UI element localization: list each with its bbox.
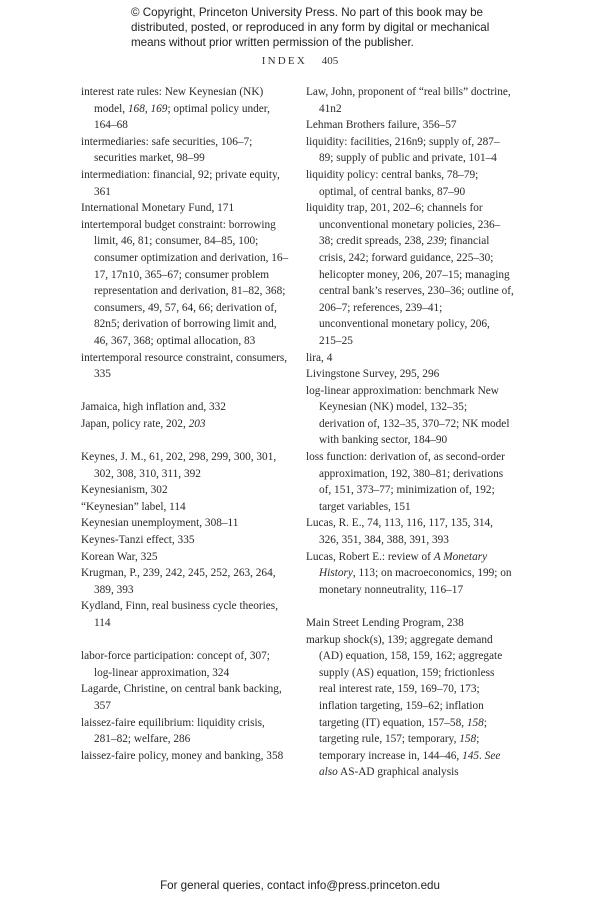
index-entry: liquidity: facilities, 216n9; supply of, 287–89; supply of public and private, 101–4 bbox=[306, 135, 500, 165]
page-number: 405 bbox=[321, 55, 339, 67]
index-entry: interest rate rules: New Keynesian (NK) model, 168, 169; optimal policy under, 164–68 bbox=[81, 86, 270, 132]
index-entry: Japan, policy rate, 202, 203 bbox=[81, 417, 206, 430]
index-column-right bbox=[306, 84, 514, 781]
index-entry: Lucas, R. E., 74, 113, 116, 117, 135, 314, 326, 351, 384, 388, 391, 393 bbox=[306, 517, 494, 547]
index-entry: International Monetary Fund, 171 bbox=[81, 202, 235, 215]
index-entry: Kydland, Finn, real business cycle theories, 114 bbox=[81, 600, 279, 629]
index-column-left bbox=[81, 84, 289, 764]
index-entry: Keynes, J. M., 61, 202, 298, 299, 300, 301, 302, 308, 310, 311, 392 bbox=[81, 451, 277, 480]
index-entry: laissez-faire policy, money and banking, 358 bbox=[81, 749, 284, 762]
index-entry: liquidity policy: central banks, 78–79; optimal, of central banks, 87–90 bbox=[306, 168, 479, 198]
index-entry: “Keynesian” label, 114 bbox=[81, 500, 186, 513]
index-entry: Keynes-Tanzi effect, 335 bbox=[81, 534, 195, 547]
index-entry: labor-force participation: concept of, 307; log-linear approximation, 324 bbox=[81, 650, 270, 679]
index-entry: Keynesian unemployment, 308–11 bbox=[81, 517, 239, 530]
index-entry: intermediation: financial, 92; private equity, 361 bbox=[81, 168, 280, 198]
index-entry: log-linear approximation: benchmark New Keynesian (NK) model, 132–35; derivation of, 132–35, 370–72; NK model with banking sector, 184–90 bbox=[306, 384, 510, 447]
index-entry: loss function: derivation of, as second-order approximation, 192, 380–81; derivations of, 151, 373–77; minimization of, 192; target variables, 151 bbox=[306, 451, 505, 513]
index-entry: Lehman Brothers failure, 356–57 bbox=[306, 119, 457, 132]
footer-contact: For general queries, contact info@press.princeton.edu bbox=[160, 879, 440, 892]
index-entry: Krugman, P., 239, 242, 245, 252, 263, 264, 389, 393 bbox=[81, 567, 276, 596]
index-entry: markup shock(s), 139; aggregate demand (AD) equation, 158, 159, 162; aggregate supply (AS) equation, 159; frictionless real interest rate, 159, 169–70, 173; inflation targeting, 159–62; inflation targeting (IT) equation, 157–58, 158; targeting rule, 157; temporary, 158; temporary increase in, 144–46, 145. See also AS-AD graphical analysis bbox=[306, 633, 503, 779]
index-entry: intertemporal budget constraint: borrowing limit, 46, 81; consumer, 84–85, 100; consumer optimization and derivation, 16–17, 17n10, 365–67; consumer problem representation and derivation, 81–82, 368; consumers, 49, 57, 64, 66; derivation of, 82n5; derivation of borrowing limit and, 46, 367, 368; optimal allocation, 83 bbox=[81, 218, 289, 347]
index-entry: Jamaica, high inflation and, 332 bbox=[81, 401, 226, 414]
index-entry: Livingstone Survey, 295, 296 bbox=[306, 368, 440, 381]
index-entry: Lagarde, Christine, on central bank backing, 357 bbox=[81, 683, 282, 712]
copyright-notice: © Copyright, Princeton University Press. No part of this book may be distributed, posted, or reproduced in any form by digital or mechanical means without prior written permission of the publisher. bbox=[131, 6, 490, 49]
index-entry: laissez-faire equilibrium: liquidity crisis, 281–82; welfare, 286 bbox=[81, 716, 265, 746]
index-entry: lira, 4 bbox=[306, 351, 333, 364]
index-entry: liquidity trap, 201, 202–6; channels for unconventional monetary policies, 236–38; credit spreads, 238, 239; financial crisis, 242; forward guidance, 225–30; helicopter money, 206, 207–15; managing central bank’s reserves, 230–36; outline of, 206–7; references, 239–41; unconventional monetary policy, 206, 215–25 bbox=[306, 202, 514, 347]
index-entry: Korean War, 325 bbox=[81, 550, 158, 563]
running-head bbox=[0, 55, 600, 67]
index-entry: intertemporal resource constraint, consumers, 335 bbox=[81, 351, 288, 381]
index-entry: intermediaries: safe securities, 106–7; securities market, 98–99 bbox=[81, 135, 253, 165]
index-entry: Keynesianism, 302 bbox=[81, 484, 168, 497]
running-head-label: INDEX bbox=[261, 55, 307, 67]
index-entry: Lucas, Robert E.: review of A Monetary History, 113; on macroeconomics, 199; on monetary nonneutrality, 116–17 bbox=[306, 550, 512, 596]
index-entry: Main Street Lending Program, 238 bbox=[306, 617, 464, 629]
index-entry: Law, John, proponent of “real bills” doctrine, 41n2 bbox=[306, 86, 511, 115]
